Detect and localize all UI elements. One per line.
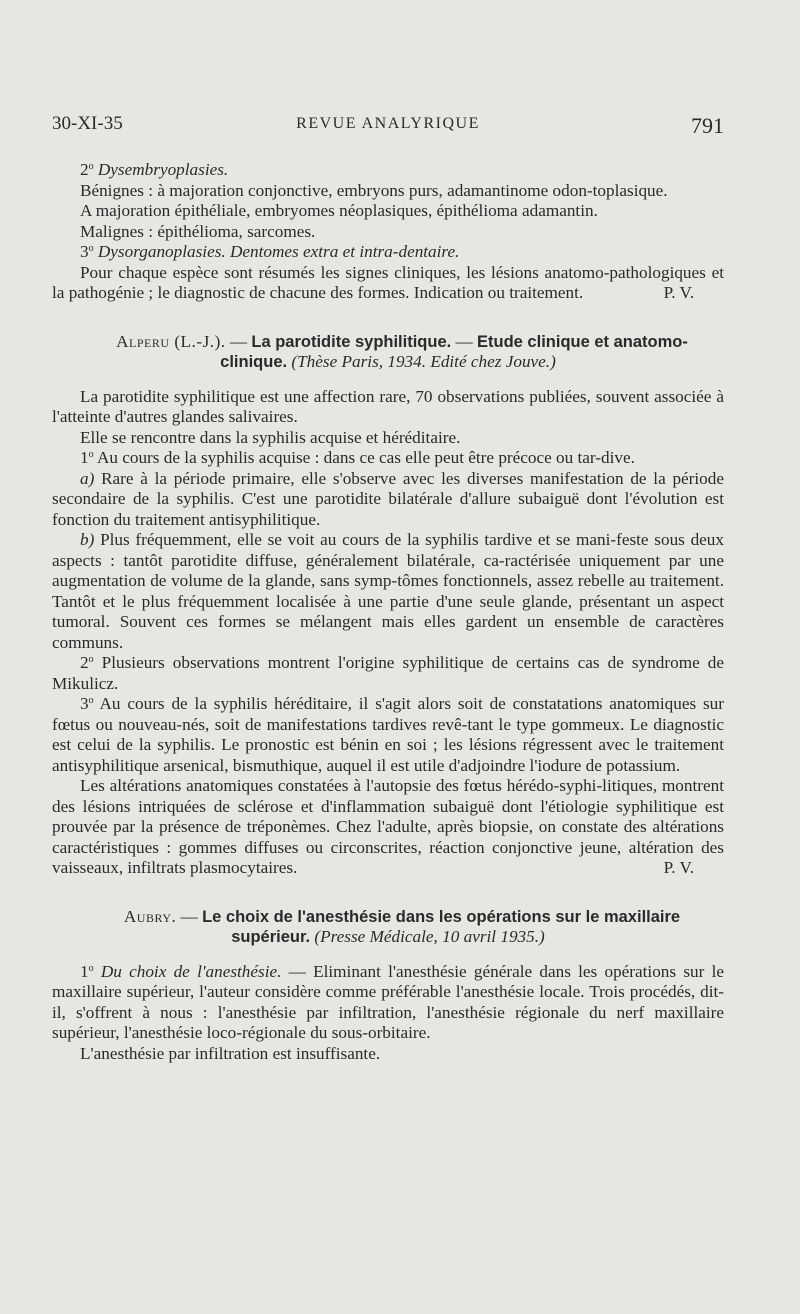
section-heading-dysorganoplasies: 3$^o$ Dysorganoplasies. Dentomes extra et intra-dentaire.	[80, 242, 460, 261]
page-body	[52, 160, 724, 1064]
author-name: Alperu (L.-J.).	[116, 331, 226, 351]
header-journal-title: REVUE ANALYRIQUE	[296, 115, 480, 132]
header-date: 30-XI-35	[52, 113, 123, 134]
paragraph: A majoration épithéliale, embryomes néoplasiques, épithélioma adamantin.	[80, 201, 598, 220]
paragraph: 1$^o$ Du choix de l'anesthésie. — Eliminant l'anesthésie générale dans les opérations sur le maxillaire supérieur, l'auteur considère comme préférable l'anesthésie locale. Trois procédés, dit-il, s'offrent à nous : l'anesthésie par infiltration, l'anesthésie régionale du nerf maxillaire supérieur, l'anesthésie loco-régionale du sous-orbitaire.	[52, 961, 725, 1042]
article-source: (Thèse Paris, 1934. Edité chez Jouve.)	[287, 352, 556, 371]
paragraph: 1$^o$ Au cours de la syphilis acquise : dans ce cas elle peut être précoce ou tar-dive.	[80, 448, 635, 467]
paragraph: a) Rare à la période primaire, elle s'observe avec les diverses manifestation de la période secondaire de la syphilis. C'est une parotidite bilatérale d'allure subaiguë dont l'évolution est fonction du traitement antisyphilitique.	[52, 468, 724, 529]
paragraph: 2$^o$ Plusieurs observations montrent l'origine syphilitique de certains cas de syndrome de Mikulicz.	[52, 653, 724, 693]
paragraph: L'anesthésie par infiltration est insuffisante.	[80, 1043, 381, 1063]
article-source: (Presse Médicale, 10 avril 1935.)	[310, 927, 545, 946]
running-header	[52, 113, 724, 143]
paragraph: Les altérations anatomiques constatées à l'autopsie des fœtus hérédo-syphi-litiques, montrent des lésions intriquées de sclérose et d'inflammation subaiguë dont l'étiologie syphilitique est prouvée par la présence de tréponèmes. Chez l'adulte, après biopsie, on constate des altérations caractéristiques : gommes diffuses ou circonscrites, réaction conjonctive jeune, altération des vaisseaux, infiltrats plasmocytaires.	[52, 776, 724, 877]
entry-title-alperu: Alperu (L.-J.). — La parotidite syphilitique. — Etude clinique et anatomo-clinique. (Thèse Paris, 1934. Edité chez Jouve.)	[116, 331, 688, 371]
article-subtitle: Etude clinique et anatomo-clinique.	[220, 332, 688, 371]
entry-title-aubry: Aubry. — Le choix de l'anesthésie dans les opérations sur le maxillaire supérieur. (Presse Médicale, 10 avril 1935.)	[123, 906, 681, 946]
paragraph: 3$^o$ Au cours de la syphilis héréditaire, il s'agit alors soit de constatations anatomiques sur fœtus ou nouveau-nés, soit de manifestations tardives revê-tant le type gommeux. Le diagnostic est celui de la syphilis. Le pronostic est bénin en soi ; les lésions régressent avec le traitement antisyphilitique arsenical, bismuthique, auquel il est utile d'adjoindre l'iodure de potassium.	[52, 694, 724, 775]
article-title: Le choix de l'anesthésie dans les opérations sur le maxillaire supérieur.	[202, 907, 681, 946]
paragraph: Elle se rencontre dans la syphilis acquise et héréditaire.	[80, 427, 461, 447]
paragraph: b) Plus fréquemment, elle se voit au cours de la syphilis tardive et se mani-feste sous deux aspects : tantôt parotidite diffuse, généralement bilatérale, ca-ractérisée uniquement par une augmentation de volume de la glande, sans symp-tômes fonctionnels, assez rebelle au traitement. Tantôt et le plus fréquemment localisée à une partie d'une seule glande, présentant un aspect tumoral. Souvent ces formes se mélangent mais elles gardent un ensemble de caractères communs.	[52, 530, 724, 652]
author-name: Aubry.	[123, 906, 177, 926]
signature: P. V.	[663, 283, 694, 302]
paragraph: Malignes : épithélioma, sarcomes.	[80, 221, 316, 241]
article-title: La parotidite syphilitique.	[251, 332, 452, 351]
paragraph: Bénignes : à majoration conjonctive, embryons purs, adamantinome odon-toplasique.	[80, 180, 668, 200]
signature: P. V.	[663, 858, 694, 877]
paragraph: Pour chaque espèce sont résumés les signes cliniques, les lésions anatomo-pathologiques et la pathogénie ; le diagnostic de chacune des formes. Indication ou traitement.	[52, 262, 724, 302]
page-number: 791	[691, 113, 724, 138]
section-heading-dysembryoplasies: 2$^o$ Dysembryoplasies.	[80, 160, 229, 179]
paragraph: La parotidite syphilitique est une affection rare, 70 observations publiées, souvent associée à l'atteinte d'autres glandes salivaires.	[52, 386, 724, 426]
